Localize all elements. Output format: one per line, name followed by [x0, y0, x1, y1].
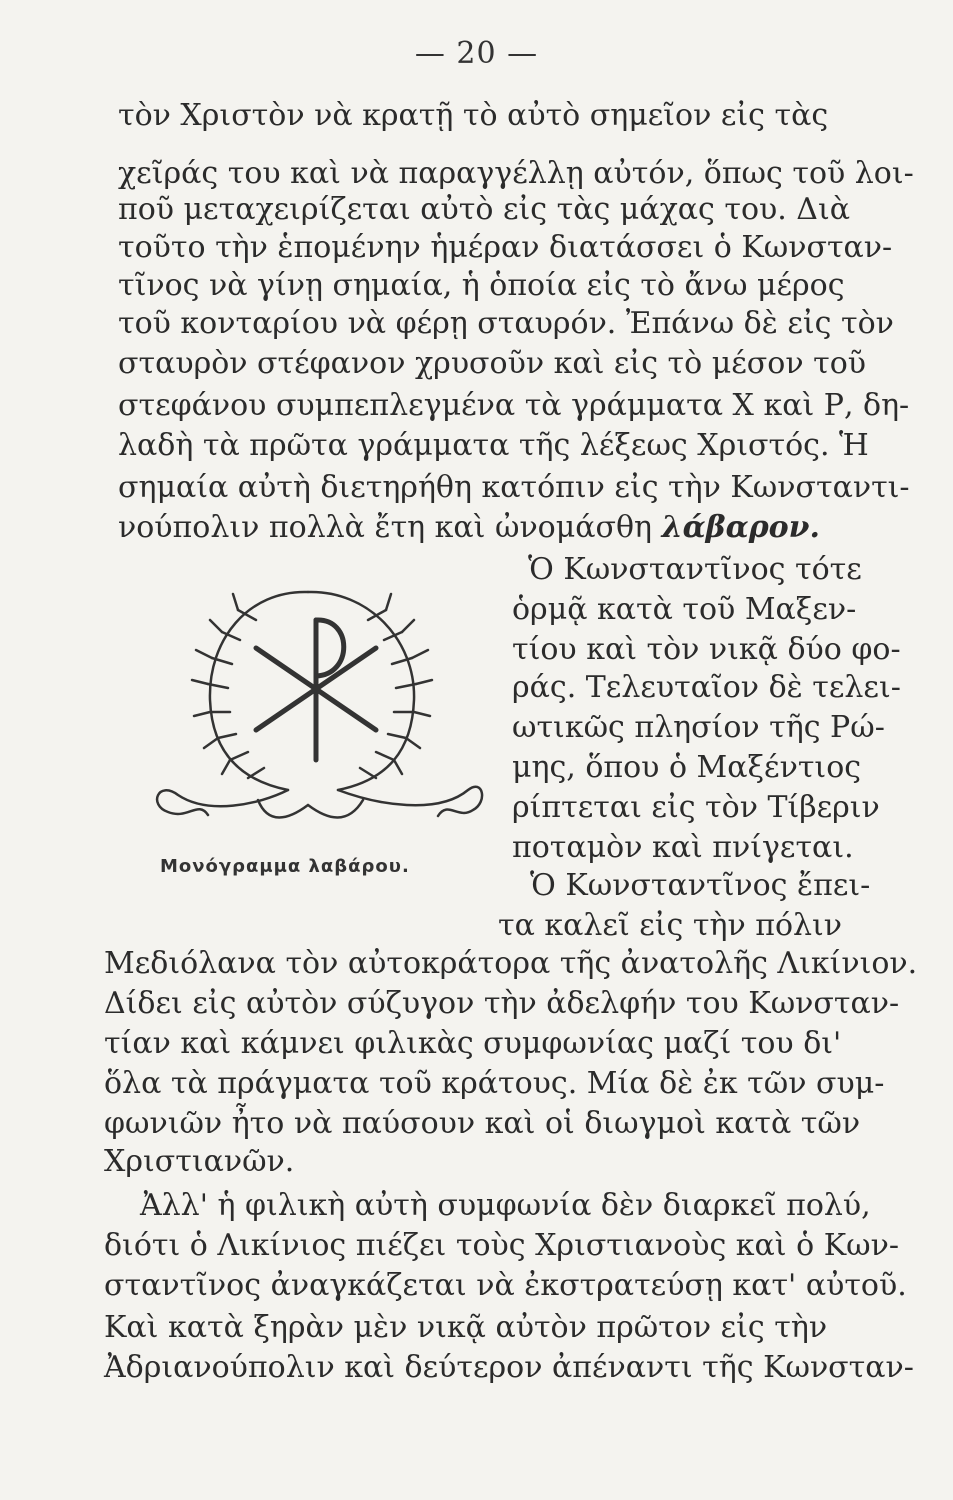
text-line: ρίπτεται εἰς τὸν Τίβεριν [512, 790, 880, 825]
chi-rho-wreath-icon [138, 580, 488, 870]
text-line: λαδὴ τὰ πρῶτα γράμματα τῆς λέξεως Χριστός. Ἡ [118, 428, 869, 463]
text-line: Ἀλλ' ἡ φιλικὴ αὐτὴ συμφωνία δὲν διαρκεῖ πολύ, [140, 1188, 871, 1223]
text-line: Καὶ κατὰ ξηρὰν μὲν νικᾷ αὐτὸν πρῶτον εἰς τὴν [104, 1310, 828, 1345]
text-line: τοῦτο τὴν ἑπομένην ἡμέραν διατάσσει ὁ Κωνσταν- [118, 230, 893, 265]
labarum-monogram-illustration [138, 580, 488, 870]
text-line: τὸν Χριστὸν νὰ κρατῇ τὸ αὐτὸ σημεῖον εἰς τὰς [118, 98, 829, 133]
text-line: Μεδιόλανα τὸν αὐτοκράτορα τῆς ἀνατολῆς Λικίνιον. [104, 946, 918, 981]
text-line: ωτικῶς πλησίον τῆς Ρώ- [512, 710, 885, 745]
text-line: τίου καὶ τὸν νικᾷ δύο φο- [512, 632, 901, 667]
text-line: στεφάνου συμπεπλεγμένα τὰ γράμματα Χ καὶ Ρ, δη- [118, 388, 910, 423]
figure-caption: Μονόγραμμα λαβάρου. [160, 856, 410, 877]
text-line: Χριστιανῶν. [104, 1144, 295, 1179]
text-line: τοῦ κονταρίου νὰ φέρῃ σταυρόν. Ἐπάνω δὲ εἰς τὸν [118, 306, 894, 341]
text-line: ὅλα τὰ πράγματα τοῦ κράτους. Μία δὲ ἐκ τῶν συμ- [104, 1066, 885, 1101]
text-line: τῖνος νὰ γίνῃ σημαία, ἡ ὁποία εἰς τὸ ἄνω μέρος [118, 268, 845, 303]
text-line: Ὁ Κωνσταντῖνος ἔπει- [530, 868, 871, 903]
emphasized-word: λάβαρον. [661, 510, 820, 545]
text-line: ράς. Τελευταῖον δὲ τελει- [512, 670, 901, 705]
text-line: τίαν καὶ κάμνει φιλικὰς συμφωνίας μαζί του δι' [104, 1026, 842, 1061]
text-line: σταυρὸν στέφανον χρυσοῦν καὶ εἰς τὸ μέσον τοῦ [118, 346, 866, 381]
text-line: φωνιῶν ἦτο νὰ παύσουν καὶ οἱ διωγμοὶ κατὰ τῶν [104, 1106, 861, 1141]
text-line: σημαία αὐτὴ διετηρήθη κατόπιν εἰς τὴν Κωνσταντι- [118, 470, 910, 505]
page-number: — 20 — [414, 36, 539, 71]
text-line: ποῦ μεταχειρίζεται αὐτὸ εἰς τὰς μάχας του. Διὰ [118, 192, 850, 227]
text-line: τα καλεῖ εἰς τὴν πόλιν [498, 908, 843, 943]
text-line: ποταμὸν καὶ πνίγεται. [512, 830, 854, 865]
text-line-with-emphasis [118, 510, 820, 546]
text-line: διότι ὁ Λικίνιος πιέζει τοὺς Χριστιανοὺς καὶ ὁ Κων- [104, 1228, 899, 1263]
text-line: Ἀδριανούπολιν καὶ δεύτερον ἀπέναντι τῆς Κωνσταν- [104, 1350, 914, 1385]
text-line: Δίδει εἰς αὐτὸν σύζυγον τὴν ἀδελφήν του Κωνσταν- [104, 986, 900, 1021]
text-line: μης, ὅπου ὁ Μαξέντιος [512, 750, 862, 785]
text-fragment: νούπολιν πολλὰ ἔτη καὶ ὠνομάσθη [118, 510, 653, 545]
text-line: χεῖράς του καὶ νὰ παραγγέλλῃ αὐτόν, ὅπως τοῦ λοι- [118, 156, 914, 191]
text-line: Ὁ Κωνσταντῖνος τότε [528, 552, 862, 587]
text-line: ὁρμᾷ κατὰ τοῦ Μαξεν- [512, 592, 857, 627]
text-line: σταντῖνος ἀναγκάζεται νὰ ἐκστρατεύσῃ κατ' αὐτοῦ. [104, 1268, 907, 1303]
